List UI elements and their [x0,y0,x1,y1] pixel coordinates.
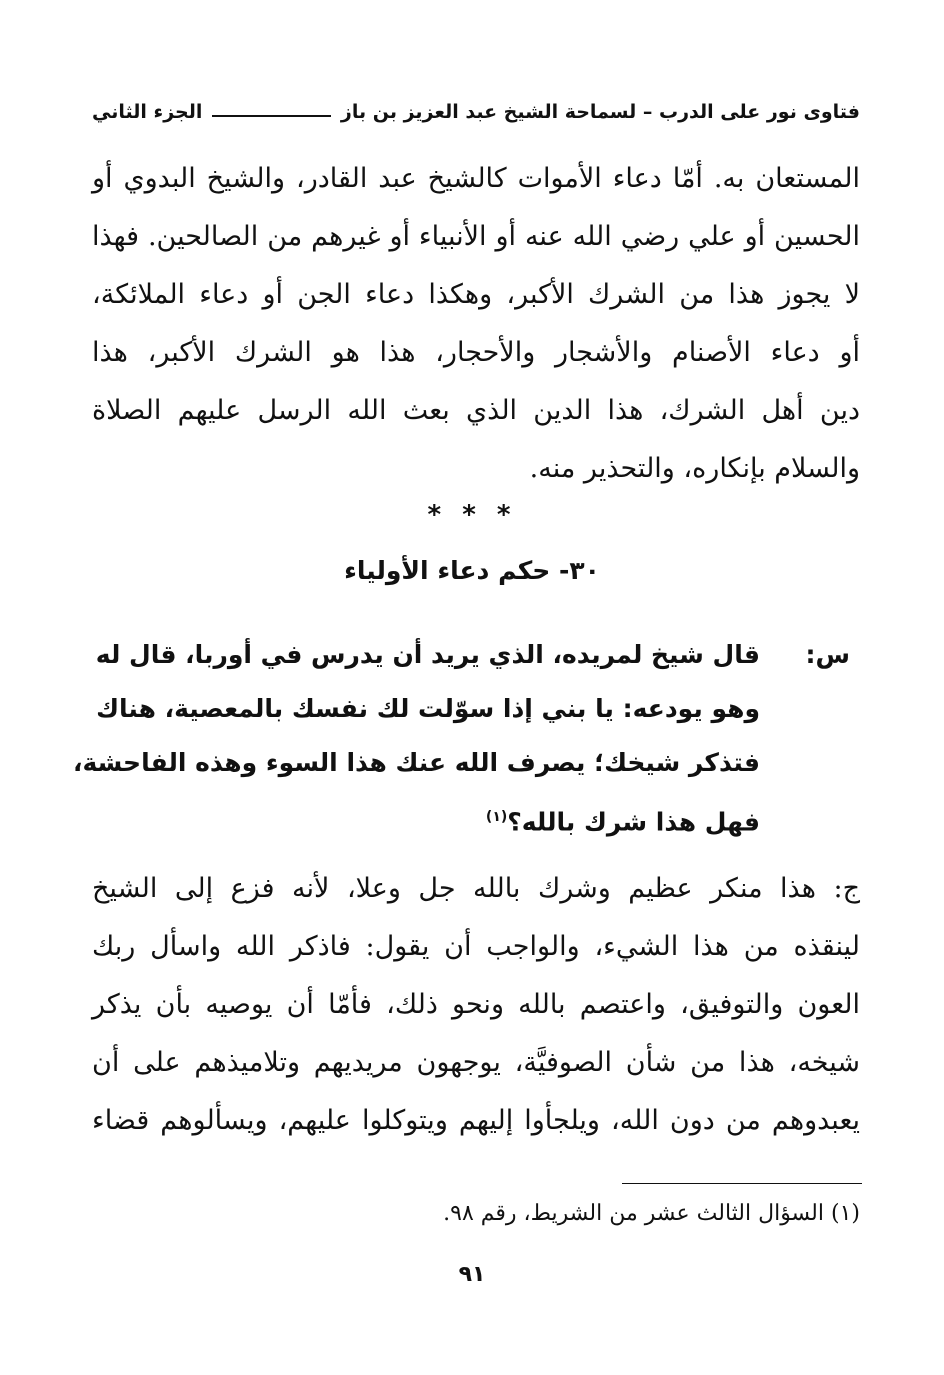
paragraph-line: لا يجوز هذا من الشرك الأكبر، وهكذا دعاء الجن أو دعاء الملائكة، [92,279,860,310]
answer-line: العون والتوفيق، واعتصم بالله ونحو ذلك، فأمّا أن يوصيه بأن يذكر [92,989,860,1020]
paragraph-line: دين أهل الشرك، هذا الدين الذي بعث الله الرسل عليهم الصلاة [92,395,860,426]
question-block [72,628,850,844]
question-line: وهو يودعه: يا بني إذا سوّلت لك نفسك بالمعصية، هناك [96,694,760,723]
question-body [72,628,760,844]
paragraph-line: الحسين أو علي رضي الله عنه أو الأنبياء أو غيرهم من الصالحين. فهذا [92,221,860,252]
header-book-title: فتاوى نور على الدرب – لسماحة الشيخ عبد العزيز بن باز [340,101,860,123]
question-line: فتذكر شيخك؛ يصرف الله عنك هذا السوء وهذه الفاحشة، [72,748,760,777]
answer-line: يعبدوهم من دون الله، ويلجأوا إليهم ويتوكلوا عليهم، ويسألوهم قضاء [92,1105,860,1136]
answer-line: لينقذه من هذا الشيء، والواجب أن يقول: فاذكر الله واسأل ربك [92,931,860,962]
paragraph-line: المستعان به. أمّا دعاء الأموات كالشيخ عبد القادر، والشيخ البدوي أو [92,163,860,194]
header-rule [212,115,331,117]
question-label: س: [805,640,850,669]
page-number: ٩١ [458,1262,486,1287]
footnote-marker[interactable]: (١) [485,809,508,825]
answer-line: شيخه، هذا من شأن الصوفيَّة، يوجهون مريديهم وتلاميذهم على أن [92,1047,860,1078]
question-line-text: فهل هذا شرك بالله؟ [507,807,760,837]
answer-paragraph [92,860,860,1150]
question-line: قال شيخ لمريده، الذي يريد أن يدرس في أوربا، قال له [95,640,760,669]
paragraph-line: والسلام بإنكاره، والتحذير منه. [529,453,860,484]
paragraph-1 [92,150,860,498]
header-volume: الجزء الثاني [92,101,203,123]
running-header [92,92,860,132]
section-separator: * * * [427,500,517,530]
paragraph-line: أو دعاء الأصنام والأشجار والأحجار، هذا هو الشرك الأكبر، هذا [92,337,860,368]
section-title: ٣٠- حكم دعاء الأولياء [344,556,600,585]
question-line-last [120,790,760,844]
footnote-divider [622,1183,862,1184]
footnote: (١) السؤال الثالث عشر من الشريط، رقم ٩٨. [443,1201,860,1226]
answer-line: ج: هذا منكر عظيم وشرك بالله جل وعلا، لأنه فزع إلى الشيخ [92,873,860,904]
